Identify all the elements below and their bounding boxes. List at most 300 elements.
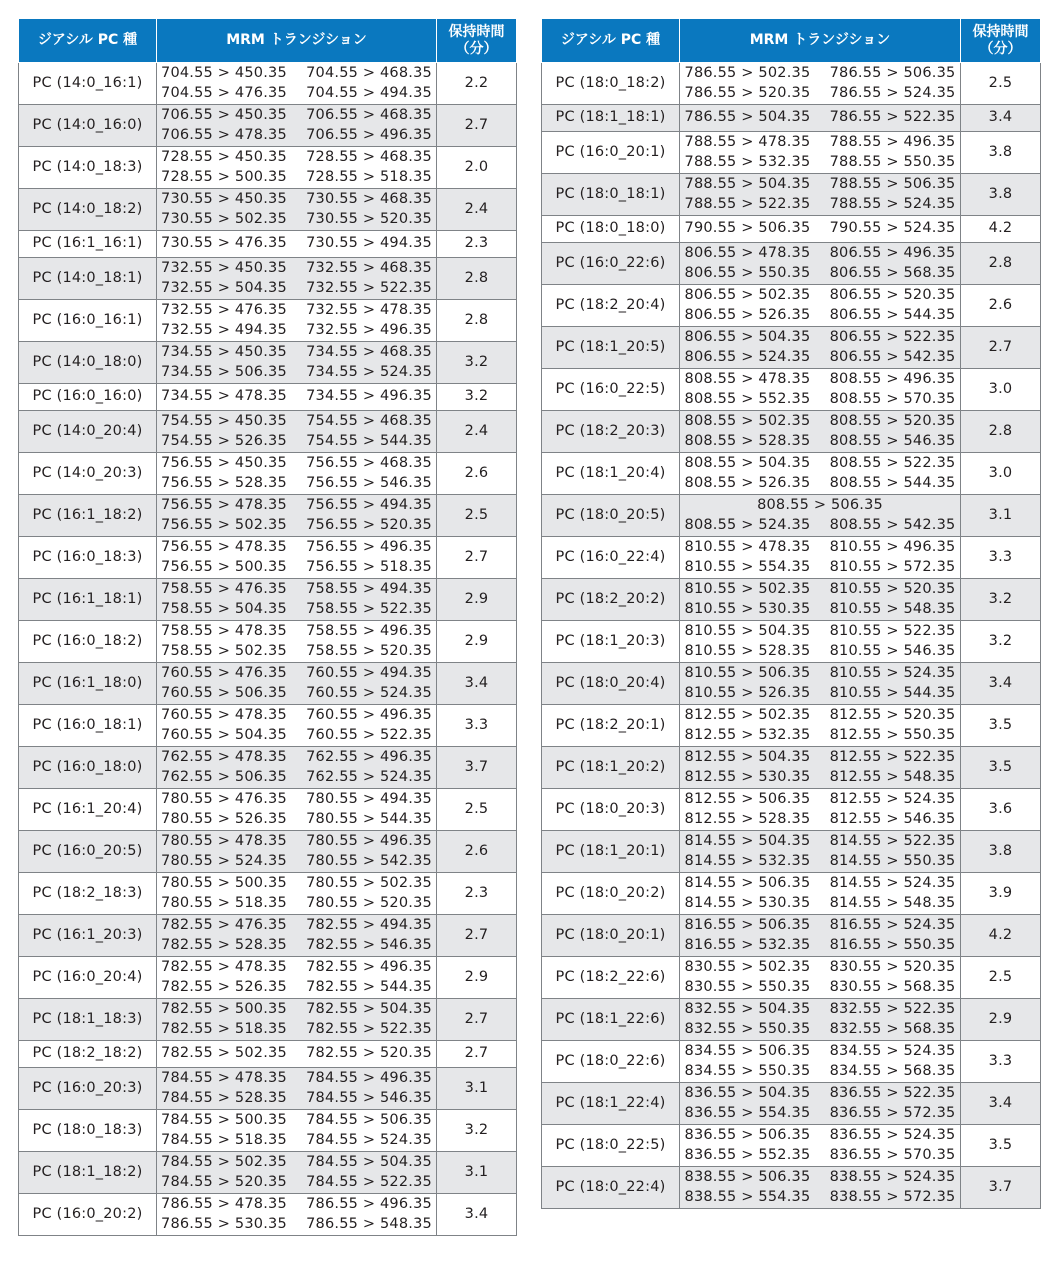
mrm-transitions-cell [680, 663, 961, 705]
species-cell: PC (16:0_22:4) [542, 537, 680, 579]
transition-line: 784.55 > 502.35 784.55 > 504.35 [161, 1154, 432, 1170]
mrm-transitions-cell [680, 243, 961, 285]
retention-time-cell: 3.2 [961, 579, 1041, 621]
retention-time-cell: 3.2 [437, 342, 517, 384]
mrm-transitions-cell [680, 132, 961, 174]
transition-line: 784.55 > 518.35 784.55 > 524.35 [161, 1131, 432, 1148]
retention-time-cell: 2.5 [437, 495, 517, 537]
mrm-transitions-cell [157, 384, 437, 411]
transition-table-left [18, 18, 517, 1236]
header-retention-time: 保持時間 （分） [437, 19, 517, 63]
species-cell: PC (16:1_18:1) [19, 579, 157, 621]
mrm-transitions-cell [680, 495, 961, 537]
retention-time-cell: 3.5 [961, 705, 1041, 747]
header-retention-time: 保持時間 （分） [961, 19, 1041, 63]
mrm-transitions-cell [157, 789, 437, 831]
table-row [19, 1068, 517, 1110]
transition-line: 812.55 > 528.35 812.55 > 546.35 [684, 810, 956, 827]
table-row [542, 285, 1041, 327]
transition-line: 838.55 > 506.35 838.55 > 524.35 [684, 1169, 956, 1185]
table-row [19, 495, 517, 537]
species-cell: PC (14:0_16:0) [19, 105, 157, 147]
transition-line: 810.55 > 554.35 810.55 > 572.35 [684, 558, 956, 575]
transition-line: 788.55 > 522.35 788.55 > 524.35 [684, 195, 956, 212]
retention-time-cell: 2.5 [961, 957, 1041, 999]
mrm-transitions-cell [680, 747, 961, 789]
species-cell: PC (16:0_20:2) [19, 1194, 157, 1236]
retention-time-cell: 2.4 [437, 411, 517, 453]
mrm-transitions-cell [680, 216, 961, 243]
transition-line: 704.55 > 450.35 704.55 > 468.35 [161, 65, 432, 81]
mrm-transitions-cell [680, 1083, 961, 1125]
retention-time-cell: 3.1 [437, 1068, 517, 1110]
mrm-transitions-cell [680, 789, 961, 831]
transition-line: 730.55 > 502.35 730.55 > 520.35 [161, 210, 432, 227]
retention-time-cell: 3.5 [961, 747, 1041, 789]
table-row [542, 216, 1041, 243]
transition-line: 808.55 > 478.35 808.55 > 496.35 [684, 371, 956, 387]
species-cell: PC (16:0_16:0) [19, 384, 157, 411]
table-row [542, 663, 1041, 705]
retention-time-cell: 3.4 [437, 1194, 517, 1236]
transition-line: 808.55 > 552.35 808.55 > 570.35 [684, 390, 956, 407]
retention-time-cell: 2.9 [437, 579, 517, 621]
transition-line: 808.55 > 526.35 808.55 > 544.35 [684, 474, 956, 491]
transition-line: 782.55 > 518.35 782.55 > 522.35 [161, 1020, 432, 1037]
mrm-transitions-cell [680, 1041, 961, 1083]
mrm-transitions-cell [157, 189, 437, 231]
transition-line: 786.55 > 520.35 786.55 > 524.35 [684, 84, 956, 101]
mrm-transitions-cell [680, 1167, 961, 1209]
transition-line: 762.55 > 478.35 762.55 > 496.35 [161, 749, 432, 765]
transition-line: 784.55 > 520.35 784.55 > 522.35 [161, 1173, 432, 1190]
retention-time-cell: 2.3 [437, 231, 517, 258]
transition-line: 836.55 > 504.35 836.55 > 522.35 [684, 1085, 956, 1101]
species-cell: PC (16:0_18:3) [19, 537, 157, 579]
retention-time-cell: 2.8 [437, 300, 517, 342]
retention-time-cell: 2.6 [437, 831, 517, 873]
mrm-transitions-cell [157, 147, 437, 189]
table-row [542, 132, 1041, 174]
transition-line: 758.55 > 504.35 758.55 > 522.35 [161, 600, 432, 617]
mrm-transitions-cell [680, 327, 961, 369]
mrm-transitions-cell [680, 621, 961, 663]
mrm-transitions-cell [680, 285, 961, 327]
species-cell: PC (14:0_20:3) [19, 453, 157, 495]
mrm-transitions-cell [680, 999, 961, 1041]
transition-line: 788.55 > 478.35 788.55 > 496.35 [684, 134, 956, 150]
transition-line: 782.55 > 528.35 782.55 > 546.35 [161, 936, 432, 953]
mrm-transitions-cell [680, 705, 961, 747]
table-row [19, 915, 517, 957]
mrm-transitions-cell [680, 873, 961, 915]
species-cell: PC (18:1_22:4) [542, 1083, 680, 1125]
transition-line: 762.55 > 506.35 762.55 > 524.35 [161, 768, 432, 785]
table-row [19, 300, 517, 342]
table-row [542, 999, 1041, 1041]
species-cell: PC (16:0_20:3) [19, 1068, 157, 1110]
transition-line: 756.55 > 478.35 756.55 > 496.35 [161, 539, 432, 555]
table-row [542, 327, 1041, 369]
retention-time-cell: 3.8 [961, 831, 1041, 873]
transition-line: 758.55 > 478.35 758.55 > 496.35 [161, 623, 432, 639]
transition-line: 810.55 > 528.35 810.55 > 546.35 [684, 642, 956, 659]
transition-line: 780.55 > 476.35 780.55 > 494.35 [161, 791, 432, 807]
transition-line: 704.55 > 476.35 704.55 > 494.35 [161, 84, 432, 101]
table-row [542, 1083, 1041, 1125]
header-species: ジアシル PC 種 [19, 19, 157, 63]
table-row [542, 1167, 1041, 1209]
transition-line: 782.55 > 526.35 782.55 > 544.35 [161, 978, 432, 995]
retention-time-cell: 3.7 [961, 1167, 1041, 1209]
mrm-transitions-cell [157, 999, 437, 1041]
mrm-transitions-cell [680, 537, 961, 579]
transition-line: 732.55 > 450.35 732.55 > 468.35 [161, 260, 432, 276]
retention-time-cell: 3.4 [961, 1083, 1041, 1125]
transition-line: 756.55 > 528.35 756.55 > 546.35 [161, 474, 432, 491]
species-cell: PC (16:0_16:1) [19, 300, 157, 342]
mrm-transitions-cell [157, 663, 437, 705]
retention-time-cell: 2.7 [437, 1041, 517, 1068]
retention-time-cell: 2.7 [437, 105, 517, 147]
table-row [542, 789, 1041, 831]
transition-line: 808.55 > 502.35 808.55 > 520.35 [684, 413, 956, 429]
transition-line: 832.55 > 550.35 832.55 > 568.35 [684, 1020, 956, 1037]
retention-time-cell: 3.6 [961, 789, 1041, 831]
transition-line: 782.55 > 502.35 782.55 > 520.35 [161, 1045, 432, 1062]
retention-time-cell: 2.8 [961, 411, 1041, 453]
mrm-transitions-cell [157, 957, 437, 999]
mrm-transitions-cell [157, 342, 437, 384]
species-cell: PC (18:1_18:3) [19, 999, 157, 1041]
mrm-transitions-cell [157, 63, 437, 105]
transition-line: 836.55 > 554.35 836.55 > 572.35 [684, 1104, 956, 1121]
table-row [19, 384, 517, 411]
transition-line: 806.55 > 526.35 806.55 > 544.35 [684, 306, 956, 323]
mrm-transitions-cell [157, 1110, 437, 1152]
transition-line: 830.55 > 550.35 830.55 > 568.35 [684, 978, 956, 995]
retention-time-cell: 2.7 [437, 999, 517, 1041]
transition-line: 808.55 > 524.35 808.55 > 542.35 [684, 516, 956, 533]
transition-line: 810.55 > 506.35 810.55 > 524.35 [684, 665, 956, 681]
mrm-transitions-cell [157, 831, 437, 873]
transition-line: 806.55 > 550.35 806.55 > 568.35 [684, 264, 956, 281]
species-cell: PC (18:0_18:3) [19, 1110, 157, 1152]
transition-line: 732.55 > 494.35 732.55 > 496.35 [161, 321, 432, 338]
transition-line: 810.55 > 504.35 810.55 > 522.35 [684, 623, 956, 639]
table-row [19, 957, 517, 999]
transition-line: 812.55 > 506.35 812.55 > 524.35 [684, 791, 956, 807]
species-cell: PC (16:1_16:1) [19, 231, 157, 258]
mrm-transitions-cell [157, 411, 437, 453]
retention-time-cell: 3.9 [961, 873, 1041, 915]
transition-line: 836.55 > 506.35 836.55 > 524.35 [684, 1127, 956, 1143]
transition-line: 788.55 > 532.35 788.55 > 550.35 [684, 153, 956, 170]
species-cell: PC (14:0_18:3) [19, 147, 157, 189]
transition-line: 784.55 > 528.35 784.55 > 546.35 [161, 1089, 432, 1106]
retention-time-cell: 2.6 [437, 453, 517, 495]
species-cell: PC (18:0_22:6) [542, 1041, 680, 1083]
mrm-transitions-cell [157, 1194, 437, 1236]
transition-line: 814.55 > 504.35 814.55 > 522.35 [684, 833, 956, 849]
table-row [19, 189, 517, 231]
retention-time-cell: 2.4 [437, 189, 517, 231]
species-cell: PC (16:0_18:1) [19, 705, 157, 747]
species-cell: PC (16:0_20:5) [19, 831, 157, 873]
table-row [542, 579, 1041, 621]
retention-time-cell: 3.2 [961, 621, 1041, 663]
retention-time-cell: 3.8 [961, 132, 1041, 174]
table-row [542, 105, 1041, 132]
table-row [19, 747, 517, 789]
table-row [19, 663, 517, 705]
mrm-transitions-cell [680, 453, 961, 495]
retention-time-cell: 3.3 [961, 537, 1041, 579]
species-cell: PC (16:1_20:4) [19, 789, 157, 831]
table-row [542, 63, 1041, 105]
transition-line: 834.55 > 506.35 834.55 > 524.35 [684, 1043, 956, 1059]
mrm-transitions-cell [157, 453, 437, 495]
species-cell: PC (18:1_20:4) [542, 453, 680, 495]
table-row [19, 63, 517, 105]
mrm-transitions-cell [157, 621, 437, 663]
transition-line: 760.55 > 478.35 760.55 > 496.35 [161, 707, 432, 723]
table-row [19, 1194, 517, 1236]
table-row [542, 915, 1041, 957]
table-row [542, 705, 1041, 747]
table-row [19, 231, 517, 258]
table-body-left [19, 63, 517, 1236]
transition-line: 816.55 > 506.35 816.55 > 524.35 [684, 917, 956, 933]
transition-line: 706.55 > 450.35 706.55 > 468.35 [161, 107, 432, 123]
species-cell: PC (18:1_20:3) [542, 621, 680, 663]
species-cell: PC (18:0_20:5) [542, 495, 680, 537]
transition-line: 756.55 > 450.35 756.55 > 468.35 [161, 455, 432, 471]
transition-line: 756.55 > 500.35 756.55 > 518.35 [161, 558, 432, 575]
header-mrm: MRM トランジション [157, 19, 437, 63]
species-cell: PC (14:0_16:1) [19, 63, 157, 105]
species-cell: PC (16:0_20:4) [19, 957, 157, 999]
transition-table-right [541, 18, 1041, 1209]
transition-line: 812.55 > 532.35 812.55 > 550.35 [684, 726, 956, 743]
species-cell: PC (16:1_18:2) [19, 495, 157, 537]
transition-line: 812.55 > 530.35 812.55 > 548.35 [684, 768, 956, 785]
table-row [542, 621, 1041, 663]
mrm-transitions-cell [157, 495, 437, 537]
species-cell: PC (18:2_20:2) [542, 579, 680, 621]
transition-line: 780.55 > 478.35 780.55 > 496.35 [161, 833, 432, 849]
mrm-transitions-cell [157, 258, 437, 300]
header-species: ジアシル PC 種 [542, 19, 680, 63]
species-cell: PC (18:0_22:4) [542, 1167, 680, 1209]
table-body-right [542, 63, 1041, 1209]
table-row [19, 147, 517, 189]
species-cell: PC (16:0_22:6) [542, 243, 680, 285]
species-cell: PC (16:0_18:2) [19, 621, 157, 663]
retention-time-cell: 3.2 [437, 1110, 517, 1152]
transition-line: 810.55 > 526.35 810.55 > 544.35 [684, 684, 956, 701]
retention-time-cell: 3.1 [437, 1152, 517, 1194]
table-row [542, 1041, 1041, 1083]
table-row [19, 258, 517, 300]
species-cell: PC (18:1_18:2) [19, 1152, 157, 1194]
retention-time-cell: 3.2 [437, 384, 517, 411]
species-cell: PC (18:2_20:4) [542, 285, 680, 327]
table-row [19, 411, 517, 453]
species-cell: PC (18:0_20:4) [542, 663, 680, 705]
retention-time-cell: 2.5 [437, 789, 517, 831]
transition-line: 734.55 > 450.35 734.55 > 468.35 [161, 344, 432, 360]
table-row [542, 369, 1041, 411]
transition-line: 756.55 > 502.35 756.55 > 520.35 [161, 516, 432, 533]
mrm-transitions-cell [680, 915, 961, 957]
table-row [19, 453, 517, 495]
transition-line: 780.55 > 524.35 780.55 > 542.35 [161, 852, 432, 869]
transition-line: 782.55 > 500.35 782.55 > 504.35 [161, 1001, 432, 1017]
transition-line: 808.55 > 528.35 808.55 > 546.35 [684, 432, 956, 449]
mrm-transitions-cell [157, 579, 437, 621]
transition-line: 812.55 > 502.35 812.55 > 520.35 [684, 707, 956, 723]
table-row [542, 411, 1041, 453]
table-row [19, 705, 517, 747]
table-row [542, 243, 1041, 285]
species-cell: PC (18:1_20:5) [542, 327, 680, 369]
table-row [542, 831, 1041, 873]
mrm-transitions-cell [157, 873, 437, 915]
species-cell: PC (18:1_18:1) [542, 105, 680, 132]
transition-line: 760.55 > 506.35 760.55 > 524.35 [161, 684, 432, 701]
table-row [19, 831, 517, 873]
table-row [19, 1041, 517, 1068]
species-cell: PC (16:1_18:0) [19, 663, 157, 705]
table-row [19, 1152, 517, 1194]
transition-line: 732.55 > 476.35 732.55 > 478.35 [161, 302, 432, 318]
mrm-transitions-cell [680, 957, 961, 999]
table-row [19, 789, 517, 831]
transition-line: 816.55 > 532.35 816.55 > 550.35 [684, 936, 956, 953]
table-row [542, 1125, 1041, 1167]
retention-time-cell: 2.8 [961, 243, 1041, 285]
transition-line: 780.55 > 500.35 780.55 > 502.35 [161, 875, 432, 891]
retention-time-cell: 3.8 [961, 174, 1041, 216]
mrm-transitions-cell [157, 747, 437, 789]
transition-line: 760.55 > 504.35 760.55 > 522.35 [161, 726, 432, 743]
table-row [19, 342, 517, 384]
species-cell: PC (16:0_18:0) [19, 747, 157, 789]
retention-time-cell: 2.2 [437, 63, 517, 105]
table-row [542, 957, 1041, 999]
transition-line: 786.55 > 530.35 786.55 > 548.35 [161, 1215, 432, 1232]
transition-line: 734.55 > 478.35 734.55 > 496.35 [161, 388, 432, 405]
transition-line: 784.55 > 500.35 784.55 > 506.35 [161, 1112, 432, 1128]
mrm-transitions-cell [157, 1068, 437, 1110]
transition-line: 754.55 > 526.35 754.55 > 544.35 [161, 432, 432, 449]
retention-time-cell: 3.4 [437, 663, 517, 705]
retention-time-cell: 2.9 [437, 957, 517, 999]
transition-line: 790.55 > 506.35 790.55 > 524.35 [684, 220, 956, 237]
table-row [542, 453, 1041, 495]
mrm-transitions-cell [680, 105, 961, 132]
table-row [19, 105, 517, 147]
retention-time-cell: 3.4 [961, 105, 1041, 132]
transition-line: 728.55 > 450.35 728.55 > 468.35 [161, 149, 432, 165]
retention-time-cell: 2.9 [961, 999, 1041, 1041]
species-cell: PC (14:0_18:2) [19, 189, 157, 231]
transition-line: 732.55 > 504.35 732.55 > 522.35 [161, 279, 432, 296]
mrm-transitions-cell [680, 579, 961, 621]
retention-time-cell: 2.7 [961, 327, 1041, 369]
table-row [19, 621, 517, 663]
transition-line: 808.55 > 506.35 [757, 497, 883, 513]
mrm-transitions-cell [157, 300, 437, 342]
transition-line: 788.55 > 504.35 788.55 > 506.35 [684, 176, 956, 192]
transition-line: 806.55 > 524.35 806.55 > 542.35 [684, 348, 956, 365]
species-cell: PC (18:0_20:2) [542, 873, 680, 915]
transition-line: 810.55 > 478.35 810.55 > 496.35 [684, 539, 956, 555]
species-cell: PC (16:0_22:5) [542, 369, 680, 411]
retention-time-cell: 3.0 [961, 369, 1041, 411]
retention-time-cell: 4.2 [961, 216, 1041, 243]
mrm-transitions-cell [680, 831, 961, 873]
species-cell: PC (18:2_22:6) [542, 957, 680, 999]
mrm-transitions-cell [157, 1041, 437, 1068]
species-cell: PC (14:0_18:1) [19, 258, 157, 300]
retention-time-cell: 2.3 [437, 873, 517, 915]
retention-time-cell: 3.5 [961, 1125, 1041, 1167]
species-cell: PC (18:1_20:1) [542, 831, 680, 873]
table-row [542, 747, 1041, 789]
species-cell: PC (18:0_18:1) [542, 174, 680, 216]
transition-line: 832.55 > 504.35 832.55 > 522.35 [684, 1001, 956, 1017]
species-cell: PC (18:2_18:2) [19, 1041, 157, 1068]
transition-line: 806.55 > 478.35 806.55 > 496.35 [684, 245, 956, 261]
header-mrm: MRM トランジション [680, 19, 961, 63]
transition-line: 734.55 > 506.35 734.55 > 524.35 [161, 363, 432, 380]
transition-line: 814.55 > 530.35 814.55 > 548.35 [684, 894, 956, 911]
transition-line: 810.55 > 502.35 810.55 > 520.35 [684, 581, 956, 597]
transition-line: 834.55 > 550.35 834.55 > 568.35 [684, 1062, 956, 1079]
retention-time-cell: 3.3 [437, 705, 517, 747]
table-row [19, 579, 517, 621]
retention-time-cell: 2.0 [437, 147, 517, 189]
species-cell: PC (14:0_20:4) [19, 411, 157, 453]
table-row [19, 537, 517, 579]
transition-line: 754.55 > 450.35 754.55 > 468.35 [161, 413, 432, 429]
transition-line: 758.55 > 476.35 758.55 > 494.35 [161, 581, 432, 597]
table-row [19, 873, 517, 915]
retention-time-cell: 2.7 [437, 915, 517, 957]
species-cell: PC (18:0_22:5) [542, 1125, 680, 1167]
retention-time-cell: 2.6 [961, 285, 1041, 327]
transition-line: 728.55 > 500.35 728.55 > 518.35 [161, 168, 432, 185]
table-row [19, 999, 517, 1041]
transition-line: 810.55 > 530.35 810.55 > 548.35 [684, 600, 956, 617]
mrm-transitions-cell [157, 1152, 437, 1194]
species-cell: PC (14:0_18:0) [19, 342, 157, 384]
retention-time-cell: 3.0 [961, 453, 1041, 495]
species-cell: PC (18:2_20:1) [542, 705, 680, 747]
table-row [542, 174, 1041, 216]
transition-line: 706.55 > 478.35 706.55 > 496.35 [161, 126, 432, 143]
species-cell: PC (18:2_20:3) [542, 411, 680, 453]
mrm-transitions-cell [157, 231, 437, 258]
transition-line: 758.55 > 502.35 758.55 > 520.35 [161, 642, 432, 659]
transition-line: 730.55 > 476.35 730.55 > 494.35 [161, 235, 432, 252]
retention-time-cell: 3.7 [437, 747, 517, 789]
species-cell: PC (18:2_18:3) [19, 873, 157, 915]
mrm-transitions-cell [157, 537, 437, 579]
transition-line: 830.55 > 502.35 830.55 > 520.35 [684, 959, 956, 975]
